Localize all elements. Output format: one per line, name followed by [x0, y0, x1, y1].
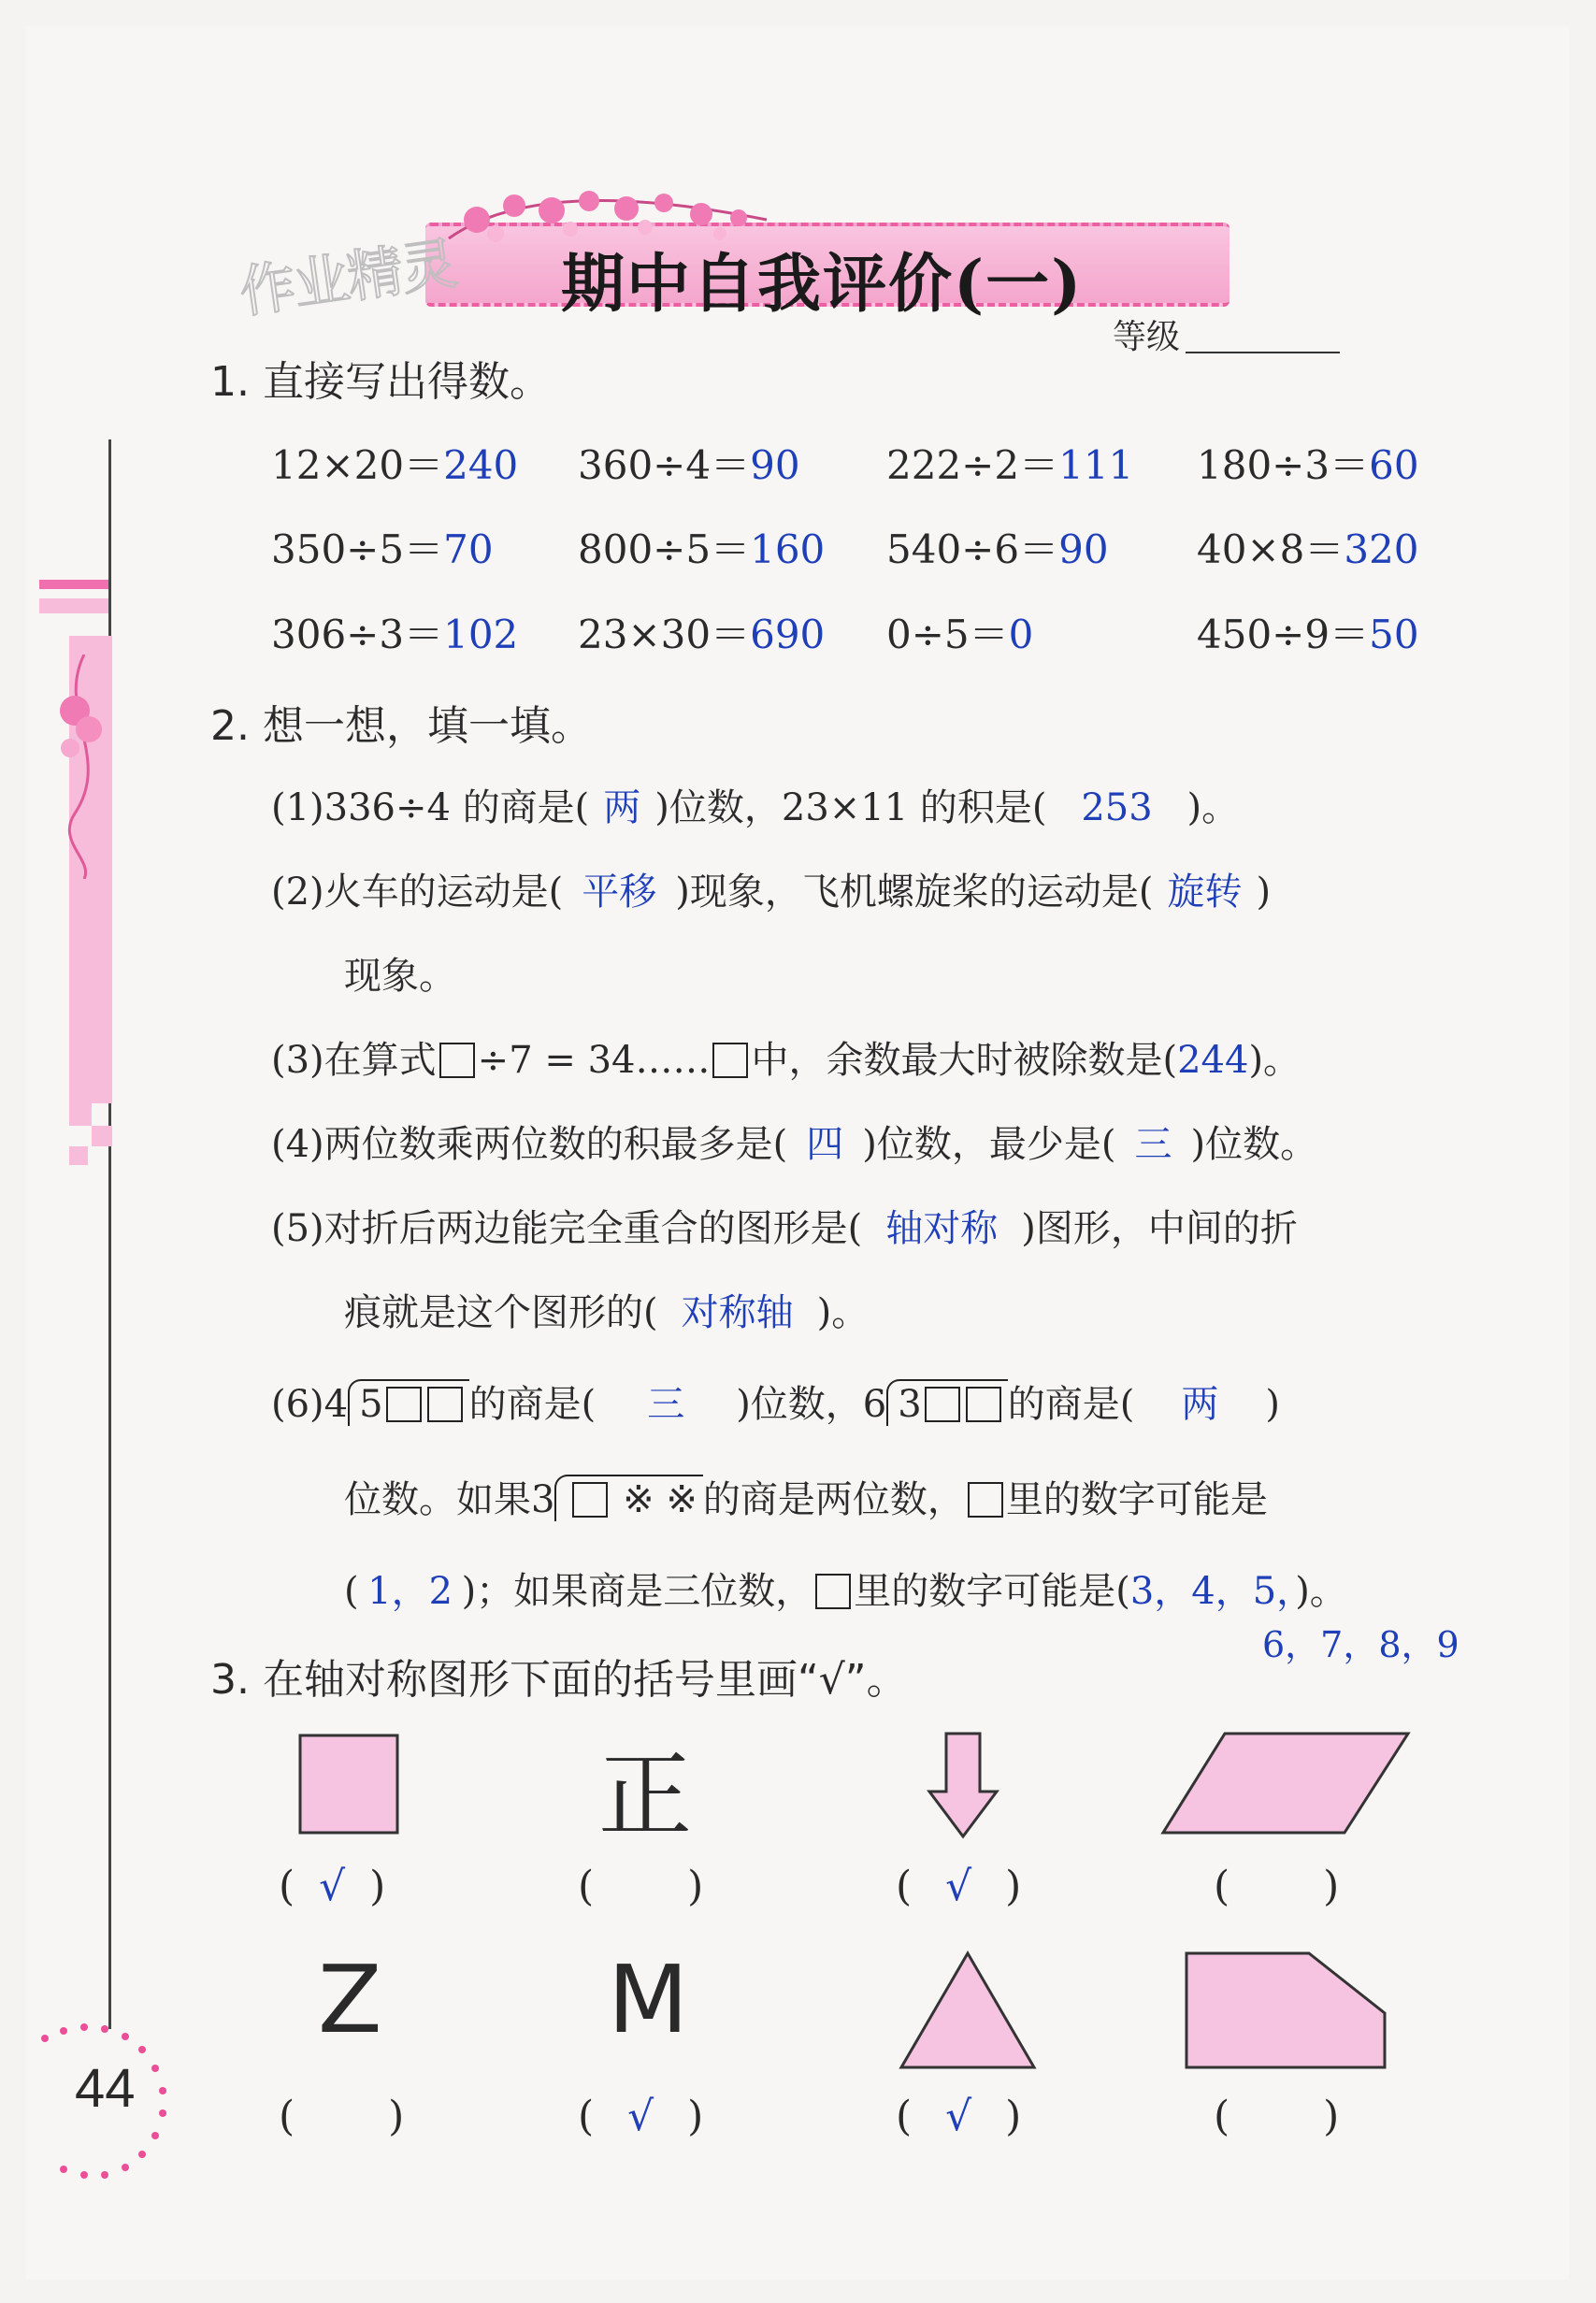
q2-item-3 [271, 1030, 1301, 1084]
q2-1-answer-1[interactable]: 两 [603, 786, 641, 829]
q1-expression: 222÷2＝ [886, 442, 1059, 488]
q2-2-text-c: ) [1256, 871, 1272, 914]
q2-item-6-line3 [344, 1562, 1347, 1615]
q1-expression: 12×20＝ [271, 442, 444, 488]
q2-5-text-a: (5)对折后两边能完全重合的图形是( [271, 1207, 863, 1250]
q2-5-text-d: )。 [816, 1291, 870, 1334]
paren-open: ( [578, 1863, 595, 1910]
q2-item-6-line2 [344, 1470, 1268, 1523]
paren-close: ) [369, 1863, 386, 1910]
q2-4-answer-2[interactable]: 三 [1134, 1123, 1172, 1166]
q2-6-text-a: (6) [271, 1383, 324, 1426]
answer-paren-5[interactable] [279, 2093, 404, 2140]
q2-3-text-b: ÷7 = 34…… [477, 1039, 711, 1082]
q1-problem [1197, 519, 1419, 575]
blank-box [968, 1482, 1003, 1518]
q1-problem [578, 519, 825, 575]
q2-6-answer-2[interactable]: 两 [1181, 1383, 1219, 1426]
paren-close: ) [687, 2093, 704, 2140]
paren-close: ) [1005, 2093, 1022, 2140]
q1-problem [886, 604, 1033, 660]
blank-box [386, 1387, 422, 1422]
q1-answer[interactable]: 240 [443, 442, 519, 488]
char-zheng: 正 [598, 1741, 692, 1850]
q1-problem [271, 519, 494, 575]
q2-6-text-g: 位数。如果 [344, 1478, 531, 1521]
q1-expression: 0÷5＝ [886, 612, 1009, 657]
q1-expression: 40×8＝ [1197, 526, 1344, 572]
long-division-1 [348, 1379, 468, 1426]
q1-answer[interactable]: 160 [750, 526, 826, 572]
q2-4-answer-1[interactable]: 四 [806, 1123, 844, 1166]
margin-square [69, 1146, 88, 1165]
paren-open: ( [279, 1863, 295, 1910]
q2-item-1 [271, 778, 1239, 831]
answer-paren-2[interactable] [578, 1863, 703, 1910]
q2-1-text-b: )位数，23×11 的积是( [654, 786, 1047, 829]
q1-answer[interactable]: 90 [1058, 526, 1109, 572]
q2-6-answer-3[interactable]: 1，2 [367, 1570, 453, 1613]
paren-close: ) [687, 1863, 704, 1910]
q2-6-answer-4a[interactable]: 3，4，5， [1129, 1570, 1296, 1613]
dividend-digit-2: 3 [898, 1383, 922, 1426]
q2-4-text-b: )位数，最少是( [862, 1123, 1116, 1166]
q1-expression: 540÷6＝ [886, 526, 1059, 572]
letter-m: M [608, 1945, 689, 2054]
q2-4-text-c: )位数。 [1190, 1123, 1318, 1166]
divisor-1: 4 [324, 1383, 349, 1426]
q1-problem [886, 519, 1109, 575]
blank-box [427, 1387, 463, 1422]
paren-close: ) [1323, 2093, 1340, 2140]
q2-3-text-a: (3)在算式 [271, 1039, 437, 1082]
q1-problem [578, 604, 825, 660]
check-mark: √ [945, 1863, 972, 1910]
q2-2-answer-2[interactable]: 旋转 [1167, 871, 1243, 914]
margin-square [92, 1126, 112, 1146]
q2-item-6 [271, 1375, 1280, 1428]
margin-stripe-light [39, 598, 108, 613]
blank-box [439, 1043, 475, 1078]
triangle-shape [898, 1950, 1038, 2071]
q2-6-text-c: )位数， [736, 1383, 863, 1426]
q2-item-5 [271, 1199, 1298, 1252]
q2-heading: 2. 想一想，填一填。 [210, 702, 592, 750]
q2-3-answer[interactable]: 244 [1177, 1039, 1249, 1082]
q1-answer[interactable]: 690 [750, 612, 826, 657]
parallelogram-shape [1159, 1730, 1412, 1837]
q1-expression: 360÷4＝ [578, 442, 751, 488]
page-number: 44 [75, 2058, 136, 2119]
q1-problem [271, 435, 518, 491]
answer-paren-3[interactable] [896, 1863, 1021, 1910]
q1-expression: 306÷3＝ [271, 612, 444, 657]
margin-square [69, 1103, 92, 1126]
q2-6-text-i: 里的数字可能是 [1005, 1478, 1268, 1521]
paren-close: ) [1323, 1863, 1340, 1910]
q2-item-2-cont: 现象。 [344, 955, 456, 998]
grade-blank[interactable] [1186, 352, 1340, 353]
paren-open: ( [1214, 2093, 1230, 2140]
dividend-digit-1: 5 [359, 1383, 383, 1426]
answer-paren-1[interactable] [279, 1863, 385, 1910]
q1-problem [886, 435, 1133, 491]
paren-open: ( [279, 2093, 295, 2140]
letter-z: Z [318, 1945, 382, 2054]
q2-5-answer-1[interactable]: 轴对称 [885, 1207, 999, 1250]
check-mark: √ [319, 1863, 346, 1910]
q2-1-text-a: (1)336÷4 的商是( [271, 786, 590, 829]
blank-box [815, 1574, 851, 1609]
q1-problem [1197, 604, 1419, 660]
paren-close: ) [1005, 1863, 1022, 1910]
q2-6-text-m: )。 [1295, 1570, 1347, 1613]
q2-6-text-k: )；如果商是三位数， [461, 1570, 813, 1613]
q2-6-answer-1[interactable]: 三 [647, 1383, 685, 1426]
answer-paren-7[interactable] [896, 2093, 1021, 2140]
q1-expression: 180÷3＝ [1197, 442, 1370, 488]
q2-6-text-h: 的商是两位数， [702, 1478, 965, 1521]
q2-5-text-b: )图形，中间的折 [1021, 1207, 1298, 1250]
q2-6-text-f: ) [1265, 1383, 1280, 1426]
q2-5-answer-2[interactable]: 对称轴 [681, 1291, 794, 1334]
divisor-3: 3 [531, 1478, 555, 1521]
q1-answer[interactable]: 70 [443, 526, 494, 572]
flower-vine-icon [47, 655, 122, 879]
page-title: 期中自我评价(一) [561, 247, 1084, 322]
blank-box [925, 1387, 960, 1422]
q1-answer[interactable]: 50 [1369, 612, 1419, 657]
q2-item-4 [271, 1115, 1317, 1168]
q2-6-answer-4b[interactable]: 6，7，8，9 [1262, 1624, 1459, 1665]
long-division-3 [554, 1475, 702, 1521]
answer-paren-6[interactable] [578, 2093, 703, 2140]
paren-open: ( [896, 2093, 913, 2140]
answer-paren-8[interactable] [1214, 2093, 1339, 2140]
q1-heading: 1. 直接写出得数。 [210, 358, 551, 406]
q1-expression: 350÷5＝ [271, 526, 444, 572]
q2-1-answer-2[interactable]: 253 [1081, 786, 1153, 829]
q3-heading: 3. 在轴对称图形下面的括号里画“√”。 [210, 1656, 908, 1704]
q1-answer[interactable]: 60 [1369, 442, 1419, 488]
q2-2-text-b: )现象，飞机螺旋桨的运动是( [675, 871, 1154, 914]
watermark: 作业精灵 [236, 232, 460, 324]
q1-problem [1197, 435, 1419, 491]
paren-close: ) [388, 2093, 405, 2140]
q2-item-2 [271, 862, 1271, 915]
q2-item-5-cont [344, 1283, 869, 1336]
square-shape [297, 1733, 400, 1835]
margin-stripe [39, 580, 108, 589]
blank-box [712, 1043, 748, 1078]
q1-answer[interactable]: 111 [1058, 442, 1134, 488]
q1-answer[interactable]: 0 [1008, 612, 1034, 657]
q2-6-text-e: 的商是( [1007, 1383, 1135, 1426]
pentagon-shape [1183, 1950, 1388, 2071]
q2-5-text-c: 痕就是这个图形的( [344, 1291, 658, 1334]
q1-expression: 23×30＝ [578, 612, 751, 657]
q1-answer[interactable]: 90 [750, 442, 800, 488]
q2-4-text-a: (4)两位数乘两位数的积最多是( [271, 1123, 788, 1166]
q1-answer[interactable]: 320 [1344, 526, 1419, 572]
divisor-2: 6 [862, 1383, 887, 1426]
q2-3-text-c: 中，余数最大时被除数是( [751, 1039, 1178, 1082]
q2-2-text-a: (2)火车的运动是( [271, 871, 564, 914]
q1-problem [578, 435, 800, 491]
paren-open: ( [578, 2093, 595, 2140]
paren-open: ( [896, 1863, 913, 1910]
unknown-marks: ※ ※ [623, 1478, 697, 1521]
arrow-down-shape [926, 1730, 1000, 1842]
q2-3-text-d: )。 [1248, 1039, 1301, 1082]
q2-6-text-l: 里的数字可能是( [854, 1570, 1130, 1613]
blank-box [966, 1387, 1001, 1422]
q2-6-text-b: 的商是( [468, 1383, 597, 1426]
paren-open: ( [1214, 1863, 1230, 1910]
check-mark: √ [945, 2093, 972, 2140]
q2-1-text-c: )。 [1186, 786, 1240, 829]
q1-expression: 450÷9＝ [1197, 612, 1370, 657]
blank-box [572, 1482, 608, 1518]
q1-problem [271, 604, 518, 660]
long-division-2 [886, 1379, 1007, 1426]
answer-paren-4[interactable] [1214, 1863, 1339, 1910]
q2-6-text-j: ( [344, 1570, 359, 1613]
grade-label: 等级 [1113, 318, 1181, 356]
q1-answer[interactable]: 102 [443, 612, 519, 657]
q2-2-answer-1[interactable]: 平移 [582, 871, 657, 914]
check-mark: √ [627, 2093, 654, 2140]
q1-expression: 800÷5＝ [578, 526, 751, 572]
